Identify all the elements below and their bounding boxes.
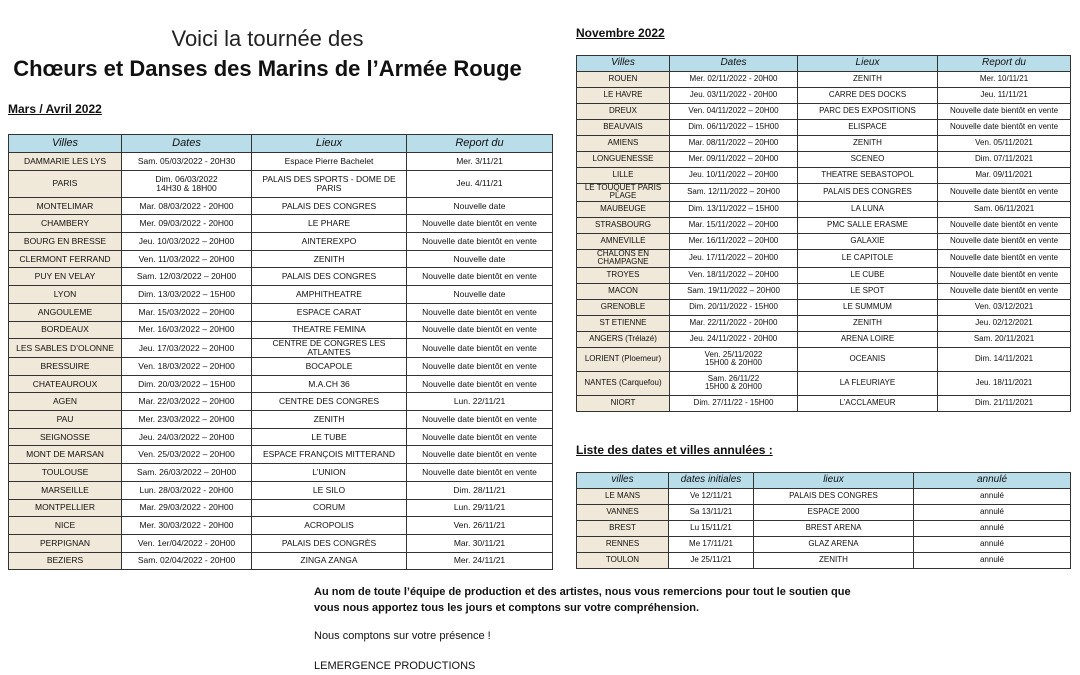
table-row <box>577 299 1071 315</box>
cell-city: TOULON <box>577 553 669 569</box>
column-header-report: Report du <box>938 56 1071 72</box>
table-novembre <box>576 55 1071 412</box>
cell-venue: THEATRE FEMINA <box>252 321 407 339</box>
cell-date: Ven. 18/03/2022 – 20H00 <box>122 358 252 376</box>
cell-venue: ZENITH <box>754 553 914 569</box>
cell-venue: Espace Pierre Bachelet <box>252 153 407 171</box>
cell-date: Dim. 20/03/2022 – 15H00 <box>122 375 252 393</box>
table-row <box>577 136 1071 152</box>
cell-date: Dim. 06/03/2022 14H30 & 18H00 <box>122 170 252 197</box>
cell-venue: CARRE DES DOCKS <box>798 88 938 104</box>
cell-report: Nouvelle date bientôt en vente <box>407 464 553 482</box>
table-row <box>577 553 1071 569</box>
cell-venue: ZENITH <box>798 72 938 88</box>
cell-report: Mer. 3/11/21 <box>407 153 553 171</box>
cell-venue: ARENA LOIRE <box>798 331 938 347</box>
cell-venue: ESPACE FRANÇOIS MITTERAND <box>252 446 407 464</box>
cell-report: Nouvelle date bientôt en vente <box>938 233 1071 249</box>
table-row <box>577 201 1071 217</box>
table-row <box>577 283 1071 299</box>
cell-venue: M.A.CH 36 <box>252 375 407 393</box>
table-row <box>577 120 1071 136</box>
table-row <box>577 331 1071 347</box>
cell-date: Sam. 05/03/2022 - 20H30 <box>122 153 252 171</box>
table-row <box>9 250 553 268</box>
cell-report: annulé <box>914 489 1071 505</box>
cell-city: ANGOULEME <box>9 303 122 321</box>
table-row <box>577 184 1071 202</box>
cell-city: LONGUENESSE <box>577 152 670 168</box>
cell-city: PERPIGNAN <box>9 534 122 552</box>
cell-venue: ZENITH <box>798 136 938 152</box>
page-title: Chœurs et Danses des Marins de l’Armée Rouge <box>13 56 522 81</box>
cell-venue: PALAIS DES CONGRES <box>252 197 407 215</box>
cell-city: CHALONS EN CHAMPAGNE <box>577 249 670 267</box>
cell-date: Sa 13/11/21 <box>669 505 754 521</box>
table-row <box>9 446 553 464</box>
cell-date: Jeu. 10/11/2022 – 20H00 <box>670 168 798 184</box>
cell-date: Jeu. 24/11/2022 - 20H00 <box>670 331 798 347</box>
cell-date: Jeu. 03/11/2022 - 20H00 <box>670 88 798 104</box>
table-row <box>9 233 553 251</box>
table-row <box>577 395 1071 411</box>
cell-report: Ven. 03/12/2021 <box>938 299 1071 315</box>
cell-venue: ZENITH <box>798 315 938 331</box>
table-row <box>9 268 553 286</box>
cell-city: AMIENS <box>577 136 670 152</box>
column-header-venue: Lieux <box>252 135 407 153</box>
cell-report: annulé <box>914 553 1071 569</box>
cell-report: Nouvelle date bientôt en vente <box>407 268 553 286</box>
cell-report: Nouvelle date <box>407 286 553 304</box>
cell-venue: AMPHITHEATRE <box>252 286 407 304</box>
cell-city: RENNES <box>577 537 669 553</box>
cell-city: LES SABLES D’OLONNE <box>9 339 122 358</box>
cell-city: TOULOUSE <box>9 464 122 482</box>
cell-report: Nouvelle date bientôt en vente <box>407 375 553 393</box>
table-row <box>577 347 1071 371</box>
column-header-date: dates initiales <box>669 473 754 489</box>
cell-date: Lu 15/11/21 <box>669 521 754 537</box>
cell-report: Nouvelle date bientôt en vente <box>938 104 1071 120</box>
cell-date: Mer. 09/11/2022 – 20H00 <box>670 152 798 168</box>
cell-report: Nouvelle date bientôt en vente <box>938 120 1071 136</box>
cell-report: Jeu. 18/11/2021 <box>938 371 1071 395</box>
table-row <box>9 153 553 171</box>
cell-date: Dim. 13/11/2022 – 15H00 <box>670 201 798 217</box>
cell-city: LE HAVRE <box>577 88 670 104</box>
cell-date: Je 25/11/21 <box>669 553 754 569</box>
cell-date: Mar. 15/03/2022 – 20H00 <box>122 303 252 321</box>
cell-date: Mar. 22/03/2022 – 20H00 <box>122 393 252 411</box>
cell-city: AMNEVILLE <box>577 233 670 249</box>
table-row <box>577 217 1071 233</box>
cell-city: ST ETIENNE <box>577 315 670 331</box>
cell-report: Lun. 22/11/21 <box>407 393 553 411</box>
table-mars-avril <box>8 134 553 570</box>
cell-venue: LE SUMMUM <box>798 299 938 315</box>
cell-date: Dim. 13/03/2022 – 15H00 <box>122 286 252 304</box>
cell-venue: BREST ARENA <box>754 521 914 537</box>
cell-report: Nouvelle date bientôt en vente <box>407 339 553 358</box>
cell-venue: PALAIS DES CONGRES <box>754 489 914 505</box>
section-heading-mars-avril: Mars / Avril 2022 <box>8 102 102 116</box>
cell-report: Sam. 20/11/2021 <box>938 331 1071 347</box>
table-row <box>577 233 1071 249</box>
table-row <box>9 517 553 535</box>
cell-report: Nouvelle date bientôt en vente <box>407 411 553 429</box>
cell-date: Jeu. 17/03/2022 – 20H00 <box>122 339 252 358</box>
table-row <box>577 168 1071 184</box>
cell-city: PUY EN VELAY <box>9 268 122 286</box>
table-row <box>577 489 1071 505</box>
cell-report: Lun. 29/11/21 <box>407 499 553 517</box>
cell-report: annulé <box>914 505 1071 521</box>
page-subtitle: Voici la tournée des <box>171 26 364 51</box>
cell-venue: LE PHARE <box>252 215 407 233</box>
cell-date: Ven. 18/11/2022 – 20H00 <box>670 267 798 283</box>
cell-city: ANGERS (Trélazé) <box>577 331 670 347</box>
column-header-city: villes <box>577 473 669 489</box>
cell-report: Jeu. 11/11/21 <box>938 88 1071 104</box>
table-row <box>9 428 553 446</box>
column-header-report: annulé <box>914 473 1071 489</box>
cell-city: MACON <box>577 283 670 299</box>
cell-date: Sam. 02/04/2022 - 20H00 <box>122 552 252 570</box>
table-row <box>9 170 553 197</box>
cell-report: Nouvelle date bientôt en vente <box>407 303 553 321</box>
cell-venue: ESPACE CARAT <box>252 303 407 321</box>
table-row <box>9 321 553 339</box>
table-row <box>9 481 553 499</box>
cell-date: Mer. 16/03/2022 – 20H00 <box>122 321 252 339</box>
cell-venue: LE SILO <box>252 481 407 499</box>
table-row <box>9 339 553 358</box>
cell-report: Ven. 05/11/2021 <box>938 136 1071 152</box>
table-row <box>9 534 553 552</box>
table-row <box>577 72 1071 88</box>
cell-date: Ve 12/11/21 <box>669 489 754 505</box>
column-header-venue: Lieux <box>798 56 938 72</box>
cell-report: annulé <box>914 521 1071 537</box>
cell-date: Sam. 26/03/2022 – 20H00 <box>122 464 252 482</box>
cell-city: LE MANS <box>577 489 669 505</box>
cell-city: VANNES <box>577 505 669 521</box>
cell-city: MARSEILLE <box>9 481 122 499</box>
table-annulees <box>576 472 1071 569</box>
table-row <box>577 537 1071 553</box>
cell-report: Mer. 10/11/21 <box>938 72 1071 88</box>
cell-date: Mar. 29/03/2022 - 20H00 <box>122 499 252 517</box>
table-row <box>9 411 553 429</box>
cell-city: DREUX <box>577 104 670 120</box>
cell-date: Jeu. 10/03/2022 – 20H00 <box>122 233 252 251</box>
cell-report: Jeu. 02/12/2021 <box>938 315 1071 331</box>
cell-city: DAMMARIE LES LYS <box>9 153 122 171</box>
cell-city: BREST <box>577 521 669 537</box>
cell-venue: ZINGA ZANGA <box>252 552 407 570</box>
table-header-row <box>577 473 1071 489</box>
cell-report: Nouvelle date bientôt en vente <box>407 446 553 464</box>
cell-city: MONTPELLIER <box>9 499 122 517</box>
table-header-row <box>577 56 1071 72</box>
table-row <box>9 303 553 321</box>
cell-report: Nouvelle date <box>407 250 553 268</box>
cell-venue: ZENITH <box>252 411 407 429</box>
cell-date: Mer. 02/11/2022 - 20H00 <box>670 72 798 88</box>
table-row <box>577 371 1071 395</box>
cell-venue: ELISPACE <box>798 120 938 136</box>
cell-city: ROUEN <box>577 72 670 88</box>
cell-date: Sam. 19/11/2022 – 20H00 <box>670 283 798 299</box>
cell-date: Mer. 30/03/2022 - 20H00 <box>122 517 252 535</box>
cell-venue: L’ACCLAMEUR <box>798 395 938 411</box>
table-row <box>577 521 1071 537</box>
table-header-row <box>9 135 553 153</box>
cell-venue: AINTEREXPO <box>252 233 407 251</box>
column-header-venue: lieux <box>754 473 914 489</box>
cell-city: GRENOBLE <box>577 299 670 315</box>
cell-city: LYON <box>9 286 122 304</box>
cell-date: Mer. 16/11/2022 – 20H00 <box>670 233 798 249</box>
table-row <box>577 249 1071 267</box>
cell-report: Nouvelle date <box>407 197 553 215</box>
cell-report: Nouvelle date bientôt en vente <box>938 184 1071 202</box>
cell-city: LE TOUQUET PARIS PLAGE <box>577 184 670 202</box>
cell-report: Dim. 28/11/21 <box>407 481 553 499</box>
cell-date: Sam. 26/11/22 15H00 & 20H00 <box>670 371 798 395</box>
section-heading-novembre: Novembre 2022 <box>576 26 665 40</box>
column-header-date: Dates <box>670 56 798 72</box>
cell-date: Ven. 25/03/2022 – 20H00 <box>122 446 252 464</box>
cell-report: Mer. 24/11/21 <box>407 552 553 570</box>
cell-city: TROYES <box>577 267 670 283</box>
cell-date: Dim. 06/11/2022 – 15H00 <box>670 120 798 136</box>
cell-city: MONTELIMAR <box>9 197 122 215</box>
table-row <box>577 315 1071 331</box>
cell-report: Dim. 21/11/2021 <box>938 395 1071 411</box>
cell-city: BEZIERS <box>9 552 122 570</box>
table-row <box>9 358 553 376</box>
column-header-city: Villes <box>9 135 122 153</box>
cell-report: Ven. 26/11/21 <box>407 517 553 535</box>
cell-date: Mer. 09/03/2022 - 20H00 <box>122 215 252 233</box>
cell-city: MONT DE MARSAN <box>9 446 122 464</box>
cell-city: LORIENT (Ploemeur) <box>577 347 670 371</box>
cell-date: Mar. 08/11/2022 – 20H00 <box>670 136 798 152</box>
cell-venue: ACROPOLIS <box>252 517 407 535</box>
cell-city: PARIS <box>9 170 122 197</box>
cell-report: Nouvelle date bientôt en vente <box>938 249 1071 267</box>
cell-city: MAUBEUGE <box>577 201 670 217</box>
cell-date: Ven. 11/03/2022 – 20H00 <box>122 250 252 268</box>
cell-date: Me 17/11/21 <box>669 537 754 553</box>
cell-city: BRESSUIRE <box>9 358 122 376</box>
table-row <box>9 215 553 233</box>
cell-venue: GALAXIE <box>798 233 938 249</box>
cell-date: Jeu. 17/11/2022 – 20H00 <box>670 249 798 267</box>
cell-venue: ZENITH <box>252 250 407 268</box>
thanks-message: Au nom de toute l’équipe de production et des artistes, nous vous remercions pour tout le soutien que vous nous apportez tous les jours et comptons sur votre compréhension. <box>314 586 851 614</box>
column-header-date: Dates <box>122 135 252 153</box>
cell-city: AGEN <box>9 393 122 411</box>
cell-report: Nouvelle date bientôt en vente <box>407 215 553 233</box>
table-row <box>9 393 553 411</box>
table-row <box>577 104 1071 120</box>
table-row <box>577 267 1071 283</box>
table-row <box>9 552 553 570</box>
cell-city: LILLE <box>577 168 670 184</box>
table-row <box>9 464 553 482</box>
cell-venue: LE CAPITOLE <box>798 249 938 267</box>
cell-report: Mar. 09/11/2021 <box>938 168 1071 184</box>
cell-venue: LA LUNA <box>798 201 938 217</box>
cell-report: Jeu. 4/11/21 <box>407 170 553 197</box>
signature: LEMERGENCE PRODUCTIONS <box>314 660 476 672</box>
cell-city: NICE <box>9 517 122 535</box>
cell-report: Nouvelle date bientôt en vente <box>407 233 553 251</box>
cell-venue: LA FLEURIAYE <box>798 371 938 395</box>
cell-venue: SCENEO <box>798 152 938 168</box>
cell-date: Mar. 15/11/2022 – 20H00 <box>670 217 798 233</box>
cell-date: Mar. 08/03/2022 - 20H00 <box>122 197 252 215</box>
table-row <box>577 88 1071 104</box>
table-row <box>577 505 1071 521</box>
cell-city: PAU <box>9 411 122 429</box>
cell-date: Dim. 20/11/2022 - 15H00 <box>670 299 798 315</box>
cell-city: BORDEAUX <box>9 321 122 339</box>
cell-venue: L’UNION <box>252 464 407 482</box>
table-row <box>577 152 1071 168</box>
cell-date: Jeu. 24/03/2022 – 20H00 <box>122 428 252 446</box>
column-header-report: Report du <box>407 135 553 153</box>
cell-venue: PALAIS DES CONGRES <box>252 268 407 286</box>
cell-report: Nouvelle date bientôt en vente <box>938 267 1071 283</box>
cell-venue: GLAZ ARENA <box>754 537 914 553</box>
cell-venue: CENTRE DE CONGRES LES ATLANTES <box>252 339 407 358</box>
cell-report: Nouvelle date bientôt en vente <box>407 428 553 446</box>
cell-venue: PALAIS DES CONGRES <box>798 184 938 202</box>
cell-report: annulé <box>914 537 1071 553</box>
cell-venue: LE TUBE <box>252 428 407 446</box>
table-row <box>9 286 553 304</box>
cell-city: NIORT <box>577 395 670 411</box>
table-row <box>9 499 553 517</box>
cell-report: Mar. 30/11/21 <box>407 534 553 552</box>
cell-venue: LE SPOT <box>798 283 938 299</box>
cell-city: BOURG EN BRESSE <box>9 233 122 251</box>
presence-message: Nous comptons sur votre présence ! <box>314 630 491 642</box>
cell-venue: CORUM <box>252 499 407 517</box>
cell-report: Dim. 14/11/2021 <box>938 347 1071 371</box>
cell-venue: OCEANIS <box>798 347 938 371</box>
cell-report: Sam. 06/11/2021 <box>938 201 1071 217</box>
cell-report: Nouvelle date bientôt en vente <box>407 358 553 376</box>
cell-venue: PALAIS DES CONGRÈS <box>252 534 407 552</box>
cell-venue: PMC SALLE ERASME <box>798 217 938 233</box>
cell-city: NANTES (Carquefou) <box>577 371 670 395</box>
cell-venue: THEATRE SEBASTOPOL <box>798 168 938 184</box>
cell-date: Dim. 27/11/22 - 15H00 <box>670 395 798 411</box>
cell-report: Nouvelle date bientôt en vente <box>938 283 1071 299</box>
cell-venue: CENTRE DES CONGRES <box>252 393 407 411</box>
cell-date: Sam. 12/11/2022 – 20H00 <box>670 184 798 202</box>
cell-report: Nouvelle date bientôt en vente <box>938 217 1071 233</box>
cell-venue: BOCAPOLE <box>252 358 407 376</box>
cell-city: CLERMONT FERRAND <box>9 250 122 268</box>
cell-city: CHAMBERY <box>9 215 122 233</box>
cell-date: Ven. 04/11/2022 – 20H00 <box>670 104 798 120</box>
cell-venue: LE CUBE <box>798 267 938 283</box>
cell-city: BEAUVAIS <box>577 120 670 136</box>
cell-date: Ven. 25/11/2022 15H00 & 20H00 <box>670 347 798 371</box>
cell-city: CHATEAUROUX <box>9 375 122 393</box>
cell-venue: PARC DES EXPOSITIONS <box>798 104 938 120</box>
table-row <box>9 197 553 215</box>
column-header-city: Villes <box>577 56 670 72</box>
section-heading-annulees: Liste des dates et villes annulées : <box>576 443 773 457</box>
cell-report: Dim. 07/11/2021 <box>938 152 1071 168</box>
cell-date: Mer. 23/03/2022 – 20H00 <box>122 411 252 429</box>
cell-city: STRASBOURG <box>577 217 670 233</box>
cell-date: Lun. 28/03/2022 - 20H00 <box>122 481 252 499</box>
cell-date: Mar. 22/11/2022 - 20H00 <box>670 315 798 331</box>
cell-city: SEIGNOSSE <box>9 428 122 446</box>
cell-report: Nouvelle date bientôt en vente <box>407 321 553 339</box>
cell-venue: PALAIS DES SPORTS - DOME DE PARIS <box>252 170 407 197</box>
cell-date: Sam. 12/03/2022 – 20H00 <box>122 268 252 286</box>
table-row <box>9 375 553 393</box>
cell-venue: ESPACE 2000 <box>754 505 914 521</box>
cell-date: Ven. 1er/04/2022 - 20H00 <box>122 534 252 552</box>
